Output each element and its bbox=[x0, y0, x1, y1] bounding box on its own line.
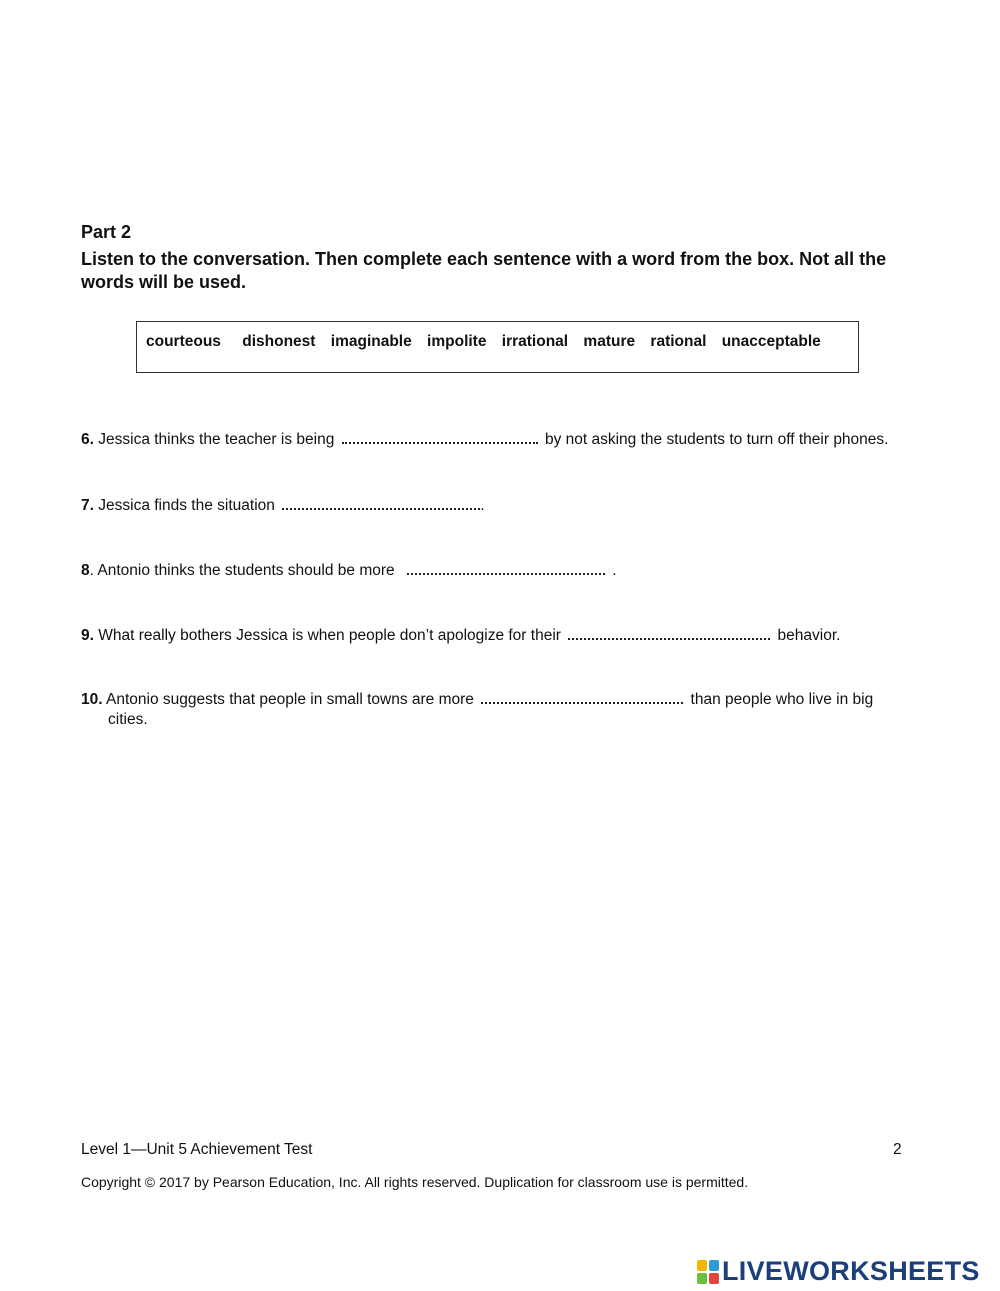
word-dishonest: dishonest bbox=[242, 333, 316, 350]
question-number: 8 bbox=[81, 562, 90, 579]
question-text: What really bothers Jessica is when people don’t apologize for their bbox=[98, 627, 561, 644]
question-text: Jessica thinks the teacher is being bbox=[98, 431, 335, 448]
question-text-after: by not asking the students to turn off their phones. bbox=[544, 431, 889, 448]
answer-blank-10[interactable] bbox=[481, 690, 683, 704]
copyright-notice: Copyright © 2017 by Pearson Education, Inc. All rights reserved. Duplication for classroom use is permitted. bbox=[81, 1174, 749, 1190]
instructions: Listen to the conversation. Then complete each sentence with a word from the box. Not all the words will be used. bbox=[81, 249, 887, 292]
answer-blank-6[interactable] bbox=[342, 430, 538, 444]
question-text-after: than people who live in big bbox=[690, 691, 874, 708]
word-rational: rational bbox=[650, 333, 707, 350]
answer-blank-9[interactable] bbox=[568, 626, 770, 640]
question-9 bbox=[81, 626, 840, 646]
question-text-after: behavior. bbox=[777, 627, 841, 644]
word-imaginable: imaginable bbox=[330, 333, 412, 350]
word-mature: mature bbox=[583, 333, 636, 350]
footer-title: Level 1—Unit 5 Achievement Test bbox=[81, 1141, 313, 1158]
question-8 bbox=[81, 561, 617, 581]
page-number: 2 bbox=[893, 1141, 902, 1158]
question-text-continued: cities. bbox=[108, 711, 148, 728]
word-courteous: courteous bbox=[146, 333, 221, 350]
logo-text: LIVEWORKSHEETS bbox=[722, 1256, 980, 1286]
question-text-after: . bbox=[480, 497, 485, 514]
question-number: 6. bbox=[81, 431, 94, 448]
question-10 bbox=[81, 690, 921, 730]
question-number: 9. bbox=[81, 627, 94, 644]
part-title: Part 2 bbox=[81, 222, 132, 242]
question-6 bbox=[81, 430, 888, 450]
liveworksheets-logo-icon bbox=[697, 1260, 719, 1284]
word-box bbox=[136, 321, 859, 373]
word-unacceptable: unacceptable bbox=[721, 333, 821, 350]
answer-blank-7[interactable] bbox=[282, 496, 480, 510]
question-7 bbox=[81, 496, 485, 516]
liveworksheets-logo[interactable] bbox=[697, 1256, 980, 1287]
question-text: . Antonio thinks the students should be more bbox=[89, 562, 395, 579]
question-number: 10. bbox=[81, 691, 103, 708]
word-list bbox=[146, 333, 832, 351]
word-irrational: irrational bbox=[501, 333, 569, 350]
word-impolite: impolite bbox=[427, 333, 487, 350]
question-text: Antonio suggests that people in small towns are more bbox=[106, 691, 474, 708]
question-number: 7. bbox=[81, 497, 94, 514]
question-text-after: . bbox=[612, 562, 617, 579]
answer-blank-8[interactable] bbox=[407, 561, 605, 575]
question-text: Jessica finds the situation bbox=[98, 497, 275, 514]
